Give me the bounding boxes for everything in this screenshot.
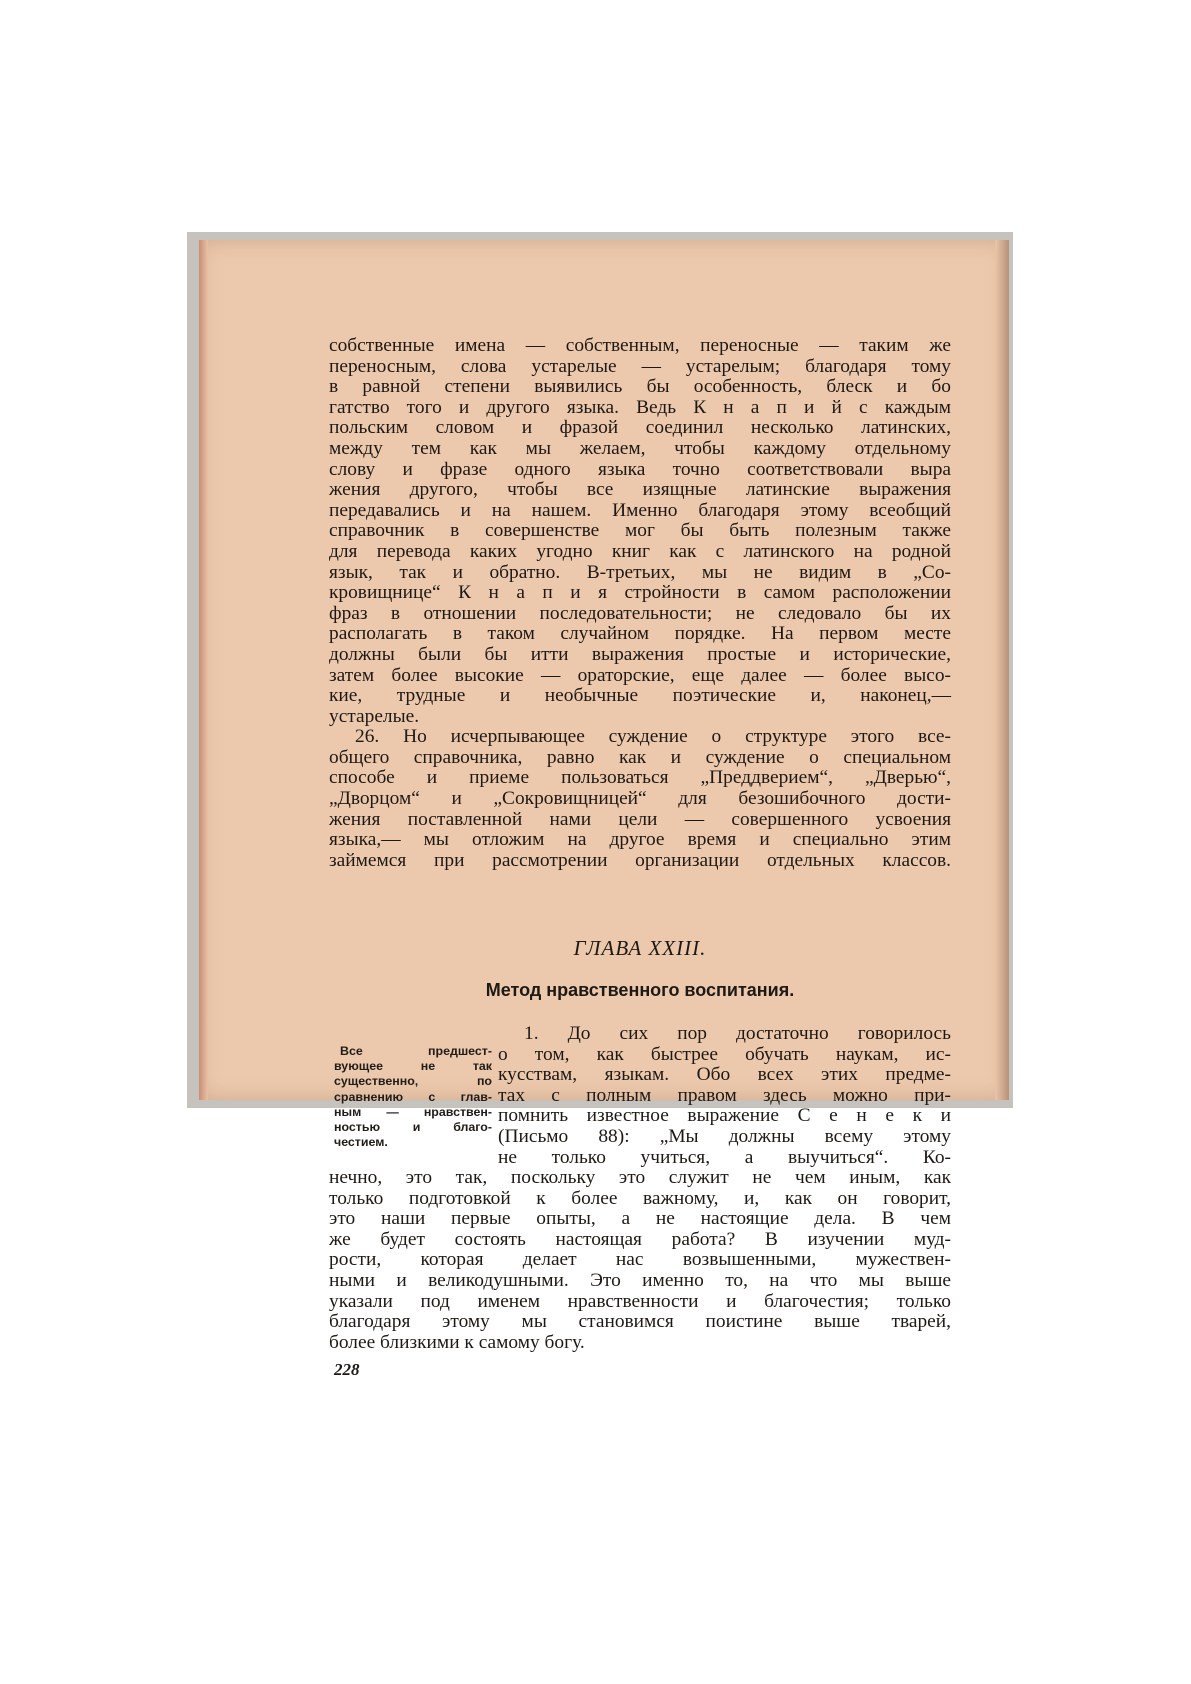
- text-line: затем более высокие — ораторские, еще далее — более высо-: [329, 664, 951, 686]
- text-line: займемся при рассмотрении организации отдельных классов.: [329, 849, 951, 871]
- page-number: 228: [334, 1360, 360, 1379]
- body-text-column: [498, 1024, 951, 1168]
- text-line: польским словом и фразой соединил несколько латинских,: [329, 417, 951, 439]
- text-line: нечно, это так, поскольку это служит не чем иным, как: [329, 1167, 951, 1188]
- text-line: кровищнице“ К н а п и я стройности в самом расположении: [329, 582, 951, 604]
- margin-note-line: ностью и благо-: [334, 1120, 492, 1135]
- text-line: гатство того и другого языка. Ведь К н а п и й с каждым: [329, 396, 951, 418]
- text-line: способе и приеме пользоваться „Преддверием“, „Дверью“,: [329, 767, 951, 789]
- text-line: общего справочника, равно как и суждение о специальном: [329, 746, 951, 768]
- margin-note-line: существенно, по: [334, 1074, 492, 1089]
- chapter-heading: ГЛАВА XXIII.: [573, 936, 707, 960]
- text-line: устарелые.: [329, 705, 420, 727]
- text-line: располагать в таком случайном порядке. На первом месте: [329, 623, 951, 645]
- text-line: справочник в совершенстве мог бы быть полезным также: [329, 520, 951, 542]
- body-text-top: [329, 336, 951, 871]
- text-line: о том, как быстрее обучать наукам, ис-: [498, 1043, 951, 1065]
- text-line: фраз в отношении последовательности; не следовало бы их: [329, 602, 951, 624]
- text-line: языка,— мы отложим на другое время и специально этим: [329, 829, 951, 851]
- text-line: слову и фразе одного языка точно соответствовали выра: [329, 458, 951, 480]
- text-line: кусствам, языкам. Обо всех этих предме-: [498, 1064, 951, 1086]
- text-line: 1. До сих пор достаточно говорилось: [524, 1023, 951, 1044]
- text-line: жения другого, чтобы все изящные латинские выражения: [329, 479, 951, 501]
- text-line: тах с полным правом здесь можно при-: [498, 1084, 951, 1106]
- text-line: жения поставленной нами цели — совершенного усвоения: [329, 808, 951, 830]
- margin-note: [334, 1044, 492, 1150]
- text-line: переносным, слова устарелые — устарелым; благодаря тому: [329, 355, 951, 377]
- text-line: только подготовкой к более важному, и, как он говорит,: [329, 1187, 951, 1209]
- text-line: собственные имена — собственным, переносные — таким же: [329, 335, 951, 356]
- margin-note-line: ным — нравствен-: [334, 1104, 492, 1119]
- text-line: язык, так и обратно. В-третьих, мы не видим в „Со-: [329, 561, 951, 583]
- text-line: кие, трудные и необычные поэтические и, наконец,—: [329, 685, 951, 707]
- text-line: ными и великодушными. Это именно то, на что мы выше: [329, 1269, 951, 1291]
- text-line: в равной степени выявились бы особенность, блеск и бо: [329, 376, 951, 398]
- margin-note-line: Все предшест-: [340, 1044, 492, 1058]
- text-line: благодаря этому мы становимся поистине выше тварей,: [329, 1311, 951, 1333]
- text-line: 26. Но исчерпывающее суждение о структуре этого все-: [355, 726, 951, 748]
- text-line: рости, которая делает нас возвышенными, мужествен-: [329, 1249, 951, 1271]
- margin-note-line: сравнению с глав-: [334, 1089, 492, 1104]
- margin-note-line: вующее не так: [334, 1059, 492, 1074]
- text-line: это наши первые опыты, а не настоящие дела. В чем: [329, 1208, 951, 1230]
- chapter-title: Метод нравственного воспитания.: [485, 980, 795, 1000]
- body-text-bottom: [329, 1168, 951, 1353]
- text-line: должны были бы итти выражения простые и исторические,: [329, 643, 951, 665]
- text-line: более близкими к самому богу.: [329, 1331, 585, 1353]
- text-line: указали под именем нравственности и благочестия; только: [329, 1290, 951, 1312]
- text-line: не только учиться, а выучиться“. Ко-: [498, 1146, 951, 1168]
- text-line: „Дворцом“ и „Сокровищницей“ для безошибочного дости-: [329, 788, 951, 810]
- margin-note-line: честием.: [334, 1135, 388, 1150]
- text-line: для перевода каких угодно книг как с латинского на родной: [329, 540, 951, 562]
- text-line: между тем как мы желаем, чтобы каждому отдельному: [329, 437, 951, 459]
- text-line: передавались и на нашем. Именно благодаря этому всеобщий: [329, 499, 951, 521]
- text-line: (Письмо 88): „Мы должны всему этому: [498, 1125, 951, 1147]
- text-line: помнить известное выражение С е н е к и: [498, 1105, 951, 1127]
- text-line: же будет состоять настоящая работа? В изучении муд-: [329, 1228, 951, 1250]
